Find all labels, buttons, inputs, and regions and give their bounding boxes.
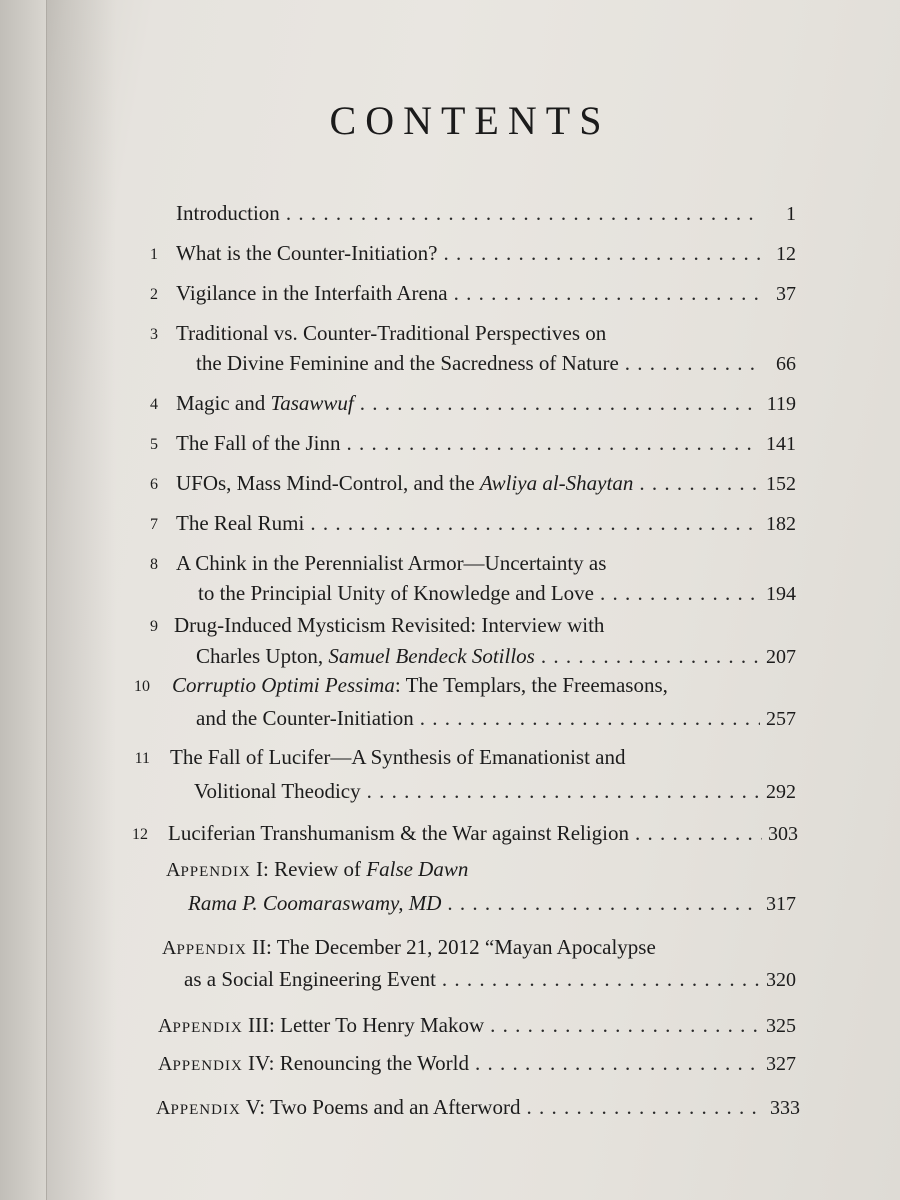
- entry-title: Luciferian Transhumanism & the War against Religion: [168, 821, 630, 845]
- toc-entry-chapter-8-line2: [198, 580, 796, 606]
- dot-leader: [442, 966, 760, 992]
- dot-leader: [286, 200, 760, 226]
- entry-title: Drug-Induced Mysticism Revisited: Interview with: [174, 613, 605, 637]
- dot-leader: [454, 280, 760, 306]
- entry-title: What is the Counter-Initiation?: [176, 241, 438, 265]
- entry-title: Magic and Tasawwuf: [176, 391, 354, 415]
- chapter-number: 8: [150, 556, 158, 573]
- entry-page: 119: [766, 393, 796, 415]
- dot-leader: [600, 580, 760, 606]
- dot-leader: [447, 890, 760, 916]
- toc-entry-introduction: [176, 200, 796, 226]
- appendix-label: APPENDIX I: Review of False Dawn: [166, 857, 469, 881]
- dot-leader: [541, 643, 760, 669]
- appendix-author: Rama P. Coomaraswamy, MD: [188, 891, 442, 915]
- chapter-number: 6: [150, 476, 158, 493]
- toc-entry-chapter-1: [176, 240, 796, 266]
- toc-appendix-1-line1: [166, 856, 796, 882]
- entry-title: A Chink in the Perennialist Armor—Uncertainty as: [176, 551, 607, 575]
- entry-title: Introduction: [176, 201, 280, 225]
- toc-appendix-2-line1: [162, 934, 796, 960]
- dot-leader: [443, 240, 760, 266]
- entry-page: 141: [766, 433, 796, 455]
- entry-page: 292: [766, 781, 796, 803]
- entry-title: to the Principial Unity of Knowledge and Love: [198, 581, 594, 605]
- toc-entry-chapter-10-line1: [172, 672, 796, 698]
- toc-appendix-5: [156, 1094, 800, 1120]
- toc-entry-chapter-3-line2: [196, 350, 796, 376]
- entry-page: 207: [766, 646, 796, 668]
- appendix-title: as a Social Engineering Event: [184, 967, 436, 991]
- entry-page: 257: [766, 708, 796, 730]
- dot-leader: [526, 1094, 764, 1120]
- entry-page: 333: [770, 1097, 800, 1119]
- toc-entry-chapter-9-line1: [174, 612, 796, 638]
- appendix-label: APPENDIX V: Two Poems and an Afterword: [156, 1095, 521, 1119]
- entry-page: 182: [766, 513, 796, 535]
- dot-leader: [346, 430, 760, 456]
- toc-entry-chapter-4: [176, 390, 796, 416]
- appendix-label: APPENDIX IV: Renouncing the World: [158, 1051, 469, 1075]
- entry-title: the Divine Feminine and the Sacredness of Nature: [196, 351, 619, 375]
- toc-entry-chapter-8-line1: [176, 550, 796, 576]
- entry-page: 37: [776, 283, 796, 305]
- chapter-number: 11: [134, 750, 150, 767]
- entry-title: UFOs, Mass Mind-Control, and the Awliya al-Shaytan: [176, 471, 634, 495]
- dot-leader: [635, 820, 762, 846]
- entry-page: 12: [776, 243, 796, 265]
- dot-leader: [625, 350, 760, 376]
- toc-entry-chapter-3-line1: [176, 320, 796, 346]
- entry-page: 152: [766, 473, 796, 495]
- entry-title: and the Counter-Initiation: [196, 706, 414, 730]
- chapter-number: 5: [150, 436, 158, 453]
- chapter-number: 1: [150, 246, 158, 263]
- toc-entry-chapter-5: [176, 430, 796, 456]
- toc-entry-chapter-12: [168, 820, 798, 846]
- chapter-number: 4: [150, 396, 158, 413]
- entry-page: 317: [766, 893, 796, 915]
- page-title: CONTENTS: [329, 98, 611, 143]
- entry-title: The Fall of Lucifer—A Synthesis of Emanationist and: [170, 745, 626, 769]
- chapter-number: 12: [132, 826, 148, 843]
- dot-leader: [475, 1050, 760, 1076]
- toc-entry-chapter-11-line1: [170, 744, 796, 770]
- toc-appendix-4: [158, 1050, 796, 1076]
- dot-leader: [639, 470, 760, 496]
- dot-leader: [360, 390, 760, 416]
- entry-page: 320: [766, 969, 796, 991]
- entry-title: Corruptio Optimi Pessima: The Templars, the Freemasons,: [172, 673, 668, 697]
- entry-page: 1: [786, 203, 796, 225]
- dot-leader: [367, 778, 760, 804]
- dot-leader: [420, 705, 760, 731]
- toc-appendix-3: [158, 1012, 796, 1038]
- entry-title: The Fall of the Jinn: [176, 431, 341, 455]
- toc-appendix-1-line2: [188, 890, 796, 916]
- entry-title: Traditional vs. Counter-Traditional Perspectives on: [176, 321, 607, 345]
- chapter-number: 3: [150, 326, 158, 343]
- entry-page: 327: [766, 1053, 796, 1075]
- dot-leader: [310, 510, 760, 536]
- entry-title: Volitional Theodicy: [194, 779, 361, 803]
- appendix-label: APPENDIX II: The December 21, 2012 “Mayan Apocalypse: [162, 935, 656, 959]
- entry-title: Vigilance in the Interfaith Arena: [176, 281, 448, 305]
- toc-entry-chapter-9-line2: [196, 643, 796, 669]
- chapter-number: 10: [134, 678, 150, 695]
- toc-entry-chapter-7: [176, 510, 796, 536]
- appendix-label: APPENDIX III: Letter To Henry Makow: [158, 1013, 485, 1037]
- chapter-number: 9: [150, 618, 158, 635]
- toc-entry-chapter-2: [176, 280, 796, 306]
- toc-appendix-2-line2: [184, 966, 796, 992]
- entry-page: 303: [768, 823, 798, 845]
- entry-title: Charles Upton, Samuel Bendeck Sotillos: [196, 644, 535, 668]
- entry-page: 325: [766, 1015, 796, 1037]
- entry-page: 194: [766, 583, 796, 605]
- toc-entry-chapter-11-line2: [194, 778, 796, 804]
- dot-leader: [490, 1012, 760, 1038]
- chapter-number: 2: [150, 286, 158, 303]
- toc-entry-chapter-6: [176, 470, 796, 496]
- chapter-number: 7: [150, 516, 158, 533]
- entry-page: 66: [776, 353, 796, 375]
- entry-title: The Real Rumi: [176, 511, 305, 535]
- toc-entry-chapter-10-line2: [196, 705, 796, 731]
